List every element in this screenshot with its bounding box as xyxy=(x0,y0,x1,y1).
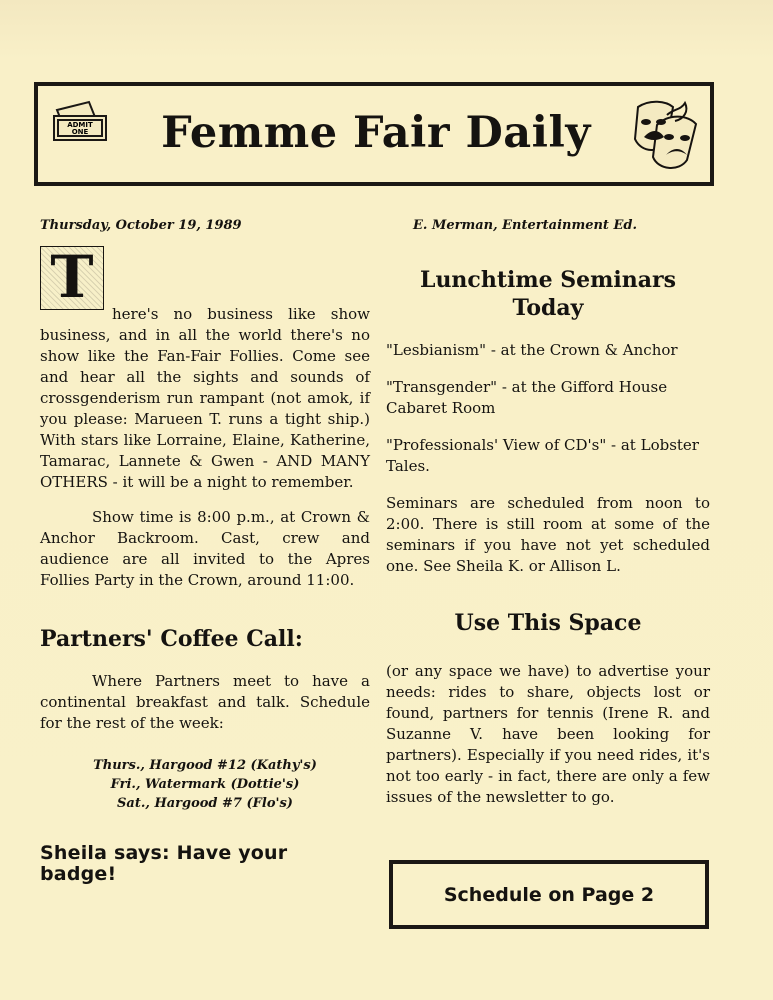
show-time: Show time is 8:00 p.m., at Crown & Anchor Backroom. Cast, crew and audience are all invited to the Apres Follies Party in the Crown, around 11:00. xyxy=(40,508,370,589)
ticket-text-one: ONE xyxy=(71,128,89,136)
coffee-call-text: Where Partners meet to have a continental breakfast and talk. Schedule for the rest of the week: xyxy=(40,672,370,732)
theatre-masks-icon xyxy=(630,98,700,172)
right-column xyxy=(386,240,710,822)
badge-reminder: Sheila says: Have your badge! xyxy=(40,842,288,885)
coffee-schedule xyxy=(40,756,370,813)
seminar-item: "Lesbianism" - at the Crown & Anchor xyxy=(386,341,678,359)
schedule-line-fri: Fri., Watermark (Dottie's) xyxy=(110,777,300,792)
seminar-item: "Professionals' View of CD's" - at Lobster Tales. xyxy=(386,436,699,475)
entertainment-editor: E. Merman, Entertainment Ed. xyxy=(413,218,637,233)
seminar-note: Seminars are scheduled from noon to 2:00. There is still room at some of the seminars if you have not yet scheduled one. See Sheila K. or Allison L. xyxy=(386,494,710,575)
issue-date: Thursday, October 19, 1989 xyxy=(40,218,242,233)
coffee-call-heading: Partners' Coffee Call: xyxy=(40,626,303,652)
schedule-line-thurs: Thurs., Hargood #12 (Kathy's) xyxy=(93,758,317,773)
newsletter-title: Femme Fair Daily xyxy=(161,108,591,158)
ticket-text-admit: ADMIT xyxy=(67,121,93,129)
use-space-heading: Use This Space xyxy=(454,610,642,636)
masthead xyxy=(34,82,714,186)
ticket-icon xyxy=(50,98,116,146)
seminar-item: "Transgender" - at the Gifford House Cabaret Room xyxy=(386,378,668,417)
seminars-heading: Lunchtime Seminars Today xyxy=(419,267,677,321)
schedule-line-sat: Sat., Hargood #7 (Flo's) xyxy=(117,796,293,811)
left-column xyxy=(40,240,370,885)
follies-intro: here's no business like show business, and in all the world there's no show like the Fan-Fair Follies. Come see and hear all the sights and sounds of crossgenderism run rampant (not amok, if you please: Marueen T. runs a tight ship.) With stars like Lorraine, Elaine, Katherine, Tamarac, Lannete & Gwen - AND MANY OTHERS - it will be a night to remember. xyxy=(40,305,370,491)
use-space-text: (or any space we have) to advertise your needs: rides to share, objects lost or found, partners for tennis (Irene R. and Suzanne V. have been looking for partners). Especially if you need rides, it's not too early - in fact, there are only a few issues of the newsletter to go. xyxy=(386,662,710,806)
schedule-page-box: Schedule on Page 2 xyxy=(389,860,709,929)
decorative-drop-cap: T xyxy=(40,246,104,310)
